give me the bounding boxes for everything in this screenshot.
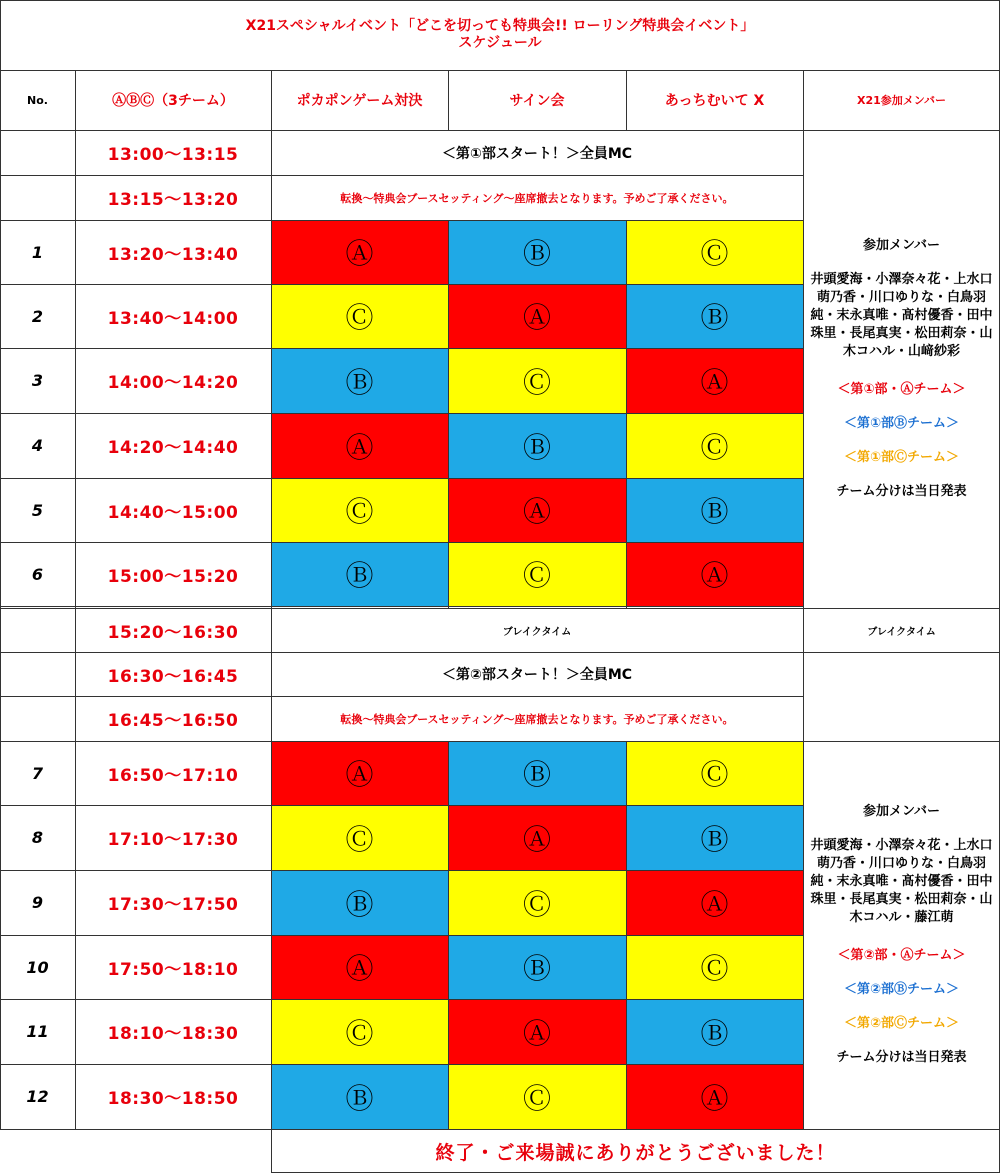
part1-row-number: 5 [31, 500, 44, 520]
part2-sign-team-cell: Ⓐ [448, 805, 626, 870]
grid-hline [0, 1064, 803, 1065]
part1-row-time: 13:40〜14:00 [107, 308, 239, 329]
part2-pokapon-team-cell: Ⓒ [271, 999, 448, 1064]
part1-team-c-label: ＜第①部Ⓒチーム＞ [843, 450, 959, 465]
part2-row-number: 10 [26, 957, 49, 977]
part1-sign-team-cell: Ⓒ [448, 348, 626, 413]
grid-vline [448, 70, 449, 130]
part1-team-a-label: ＜第①部・Ⓐチーム＞ [837, 382, 966, 397]
part2-pokapon-team-cell: Ⓑ [271, 870, 448, 935]
part2-pokapon-team-cell: Ⓐ [271, 935, 448, 999]
grid-hline [0, 220, 803, 221]
header-pokapon-game: ポカポンゲーム対決 [296, 93, 423, 109]
part1-row-number: 6 [31, 564, 44, 584]
grid-vline [626, 220, 627, 608]
part1-row-time: 14:20〜14:40 [107, 438, 239, 458]
part2-row-time: 17:10〜17:30 [107, 830, 239, 850]
part1-row-time: 14:40〜15:00 [107, 502, 239, 523]
part2-mc-time: 16:30〜16:45 [107, 666, 239, 687]
part2-sign-team-cell: Ⓑ [448, 741, 626, 805]
part1-row-number: 4 [31, 436, 44, 455]
part2-acchi-team-cell: Ⓐ [626, 870, 803, 935]
part2-acchi-team-cell: Ⓑ [626, 999, 803, 1064]
part1-pokapon-team-cell: Ⓒ [271, 478, 448, 542]
part2-row-time: 17:50〜18:10 [107, 959, 239, 980]
header-sign-event: サイン会 [509, 93, 565, 109]
part1-row-number: 3 [31, 371, 44, 390]
part2-acchi-team-cell: Ⓒ [626, 741, 803, 805]
grid-hline [0, 348, 803, 349]
grid-top [0, 0, 1000, 1]
grid-vline [448, 220, 449, 608]
header-teams: ⒶⒷⒸ（3チーム） [112, 93, 234, 109]
part1-pokapon-team-cell: Ⓐ [271, 220, 448, 284]
part1-mc-time: 13:00〜13:15 [107, 145, 239, 165]
part2-acchi-team-cell: Ⓑ [626, 805, 803, 870]
page-title [0, 0, 1000, 70]
part2-row-number: 12 [26, 1087, 49, 1106]
grid-vline [448, 741, 449, 1129]
part2-sign-team-cell: Ⓒ [448, 870, 626, 935]
part2-row-time: 16:50〜17:10 [107, 765, 239, 786]
part2-row-time: 17:30〜17:50 [107, 895, 239, 915]
part2-sign-team-cell: Ⓒ [448, 1064, 626, 1129]
part2-row-number: 9 [31, 893, 44, 912]
part2-members-heading: 参加メンバー [862, 804, 941, 819]
part2-members-list: 井頭愛海・小澤奈々花・上水口萌乃香・川口ゆりな・白鳥羽純・末永真唯・髙村優香・田中珠里・長尾真実・松田莉奈・山木コハル・藤江萌 [810, 838, 993, 925]
part1-setup-time: 13:15〜13:20 [107, 190, 239, 210]
part1-acchi-team-cell: Ⓐ [626, 542, 803, 606]
part1-sign-team-cell: Ⓑ [448, 220, 626, 284]
part2-members-panel [803, 741, 1000, 1129]
header-no: No. [27, 93, 48, 107]
part2-team-note: チーム分けは当日発表 [836, 1050, 967, 1065]
part1-team-b-label: ＜第①部Ⓑチーム＞ [843, 416, 959, 431]
break-text: ブレイクタイム [502, 626, 572, 638]
part2-row-time: 18:10〜18:30 [107, 1024, 239, 1044]
part2-row-number: 8 [31, 828, 44, 847]
grid-hline [0, 652, 1000, 653]
part2-row-number: 7 [31, 763, 44, 783]
part1-setup-text: 転換〜特典会ブースセッティング〜座席撤去となります。予めご了承ください。 [340, 191, 734, 205]
part2-pokapon-team-cell: Ⓑ [271, 1064, 448, 1129]
grid-hline [0, 175, 803, 176]
part1-acchi-team-cell: Ⓑ [626, 284, 803, 348]
part1-mc-text: ＜第①部スタート！＞全員MC [441, 145, 633, 162]
part2-row-number: 11 [26, 1022, 49, 1041]
part1-acchi-team-cell: Ⓑ [626, 478, 803, 542]
grid-vline [626, 70, 627, 130]
part2-acchi-team-cell: Ⓒ [626, 935, 803, 999]
grid-hline [0, 999, 803, 1000]
part1-pokapon-team-cell: Ⓒ [271, 284, 448, 348]
part1-row-time: 15:00〜15:20 [107, 566, 239, 587]
part1-sign-team-cell: Ⓒ [448, 542, 626, 606]
part1-team-note: チーム分けは当日発表 [836, 484, 967, 499]
part1-acchi-team-cell: Ⓒ [626, 413, 803, 478]
grid-hline [803, 741, 1000, 742]
break-time: 15:20〜16:30 [107, 622, 239, 643]
grid-hline [0, 478, 803, 479]
part2-setup-time: 16:45〜16:50 [107, 711, 239, 731]
header-acchi-muite: あっちむいて X [664, 93, 765, 109]
part1-pokapon-team-cell: Ⓐ [271, 413, 448, 478]
part1-pokapon-team-cell: Ⓑ [271, 348, 448, 413]
break-side-text: ブレイクタイム [867, 626, 936, 638]
part1-row-number: 1 [31, 242, 44, 262]
part1-members-panel [803, 130, 1000, 608]
part2-row-time: 18:30〜18:50 [107, 1089, 239, 1109]
part2-setup-text: 転換〜特典会ブースセッティング〜座席撤去となります。予めご了承ください。 [340, 712, 734, 726]
grid-hline [0, 608, 1000, 609]
part1-acchi-team-cell: Ⓒ [626, 220, 803, 284]
part1-members-list: 井頭愛海・小澤奈々花・上水口萌乃香・川口ゆりな・白鳥羽純・末永真唯・髙村優香・田中珠里・長尾真実・松田莉奈・山木コハル・山﨑紗彩 [810, 272, 993, 359]
grid-vline [803, 70, 804, 1129]
grid-hline [0, 413, 803, 414]
part1-pokapon-team-cell: Ⓑ [271, 542, 448, 606]
grid-hline [0, 870, 803, 871]
part2-pokapon-team-cell: Ⓒ [271, 805, 448, 870]
grid-vline [626, 741, 627, 1129]
part2-team-b-label: ＜第②部Ⓑチーム＞ [843, 982, 959, 997]
grid-left [0, 0, 1, 1129]
grid-hline [0, 741, 803, 742]
grid-hline [0, 606, 803, 607]
grid-hline [0, 284, 803, 285]
part1-sign-team-cell: Ⓑ [448, 413, 626, 478]
part1-row-time: 14:00〜14:20 [107, 373, 239, 393]
grid-vline [75, 70, 76, 1129]
part2-sign-team-cell: Ⓐ [448, 999, 626, 1064]
title-line-2: スケジュール [458, 35, 542, 51]
grid-hline [0, 70, 1000, 71]
part1-row-number: 2 [31, 306, 44, 326]
part1-acchi-team-cell: Ⓐ [626, 348, 803, 413]
grid-hline [0, 130, 1000, 131]
grid-hline [0, 805, 803, 806]
part2-team-c-label: ＜第②部Ⓒチーム＞ [843, 1016, 959, 1031]
part1-row-time: 13:20〜13:40 [107, 244, 239, 265]
part2-sign-team-cell: Ⓑ [448, 935, 626, 999]
title-line-1: X21スペシャルイベント「どこを切っても特典会!! ローリング特典会イベント」 [245, 18, 755, 34]
part2-acchi-team-cell: Ⓐ [626, 1064, 803, 1129]
grid-hline [0, 1129, 1000, 1130]
part1-sign-team-cell: Ⓐ [448, 284, 626, 348]
part2-pokapon-team-cell: Ⓐ [271, 741, 448, 805]
part2-mc-text: ＜第②部スタート！＞全員MC [441, 667, 633, 683]
grid-hline [0, 935, 803, 936]
part1-members-heading: 参加メンバー [862, 238, 941, 253]
header-members: X21参加メンバー [856, 94, 947, 107]
grid-hline [0, 696, 803, 697]
closing-message: 終了・ご来場誠にありがとうございました！ [435, 1141, 836, 1164]
grid-hline [0, 542, 803, 543]
part1-sign-team-cell: Ⓐ [448, 478, 626, 542]
grid-vline [271, 70, 272, 1173]
part2-team-a-label: ＜第②部・Ⓐチーム＞ [837, 948, 966, 963]
